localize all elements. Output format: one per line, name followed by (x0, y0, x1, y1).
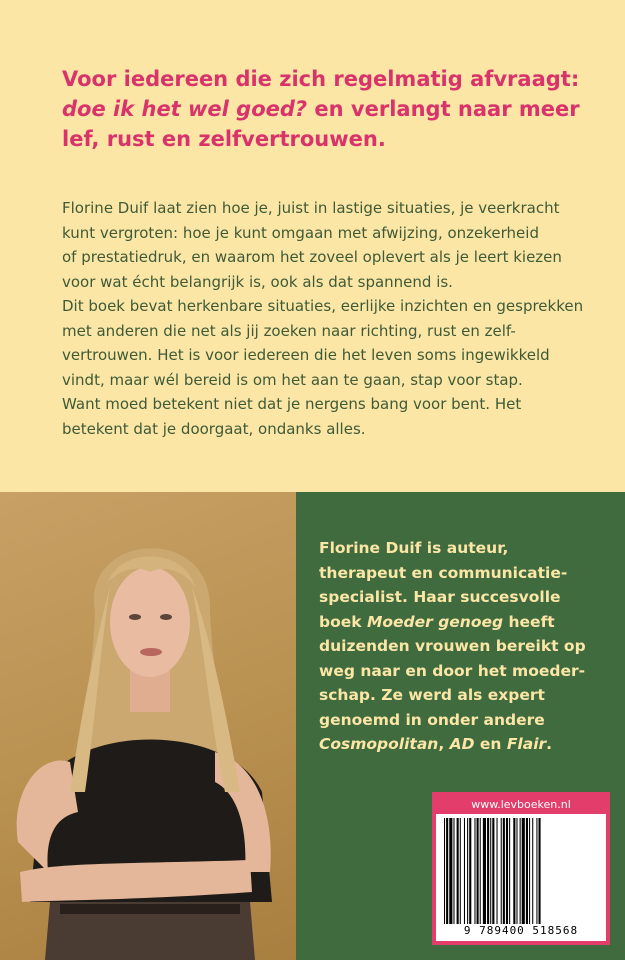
barcode-bar (520, 818, 521, 924)
barcode-bar (444, 818, 445, 924)
blurb-line: Dit boek bevat herkenbare situaties, eerlijke inzichten en gesprekken (62, 297, 584, 315)
blurb-line: vindt, maar wél bereid is om het aan te gaan, stap voor stap. (62, 370, 523, 389)
bio-text: boek (319, 612, 367, 631)
author-photo (0, 492, 296, 960)
barcode-bar (501, 818, 502, 924)
barcode-bar (522, 818, 525, 924)
barcode-bar (477, 818, 479, 924)
blurb-line: Florine Duif laat zien hoe je, juist in lastige situaties, je veerkracht (62, 199, 560, 217)
barcode-bar (460, 818, 461, 924)
bio-line: weg naar en door het moeder- (319, 661, 586, 680)
barcode (442, 818, 600, 924)
bio-line: therapeut en communicatie- (319, 563, 568, 582)
tagline-part3: lef, rust en zelfvertrouwen. (62, 127, 386, 151)
barcode-bar (516, 818, 517, 924)
blurb-line: Want moed betekent niet dat je nergens bang voor bent. Het (62, 395, 522, 413)
barcode-bar (453, 818, 454, 924)
barcode-bar (449, 818, 452, 924)
barcode-bar (513, 818, 515, 924)
media-flair: Flair (506, 735, 547, 753)
barcode-bar (487, 818, 489, 924)
tagline (62, 64, 602, 154)
barcode-bar (539, 818, 541, 924)
bio-line: duizenden vrouwen bereikt op (319, 637, 586, 655)
publisher-url: www.levboeken.nl (436, 796, 606, 814)
barcode-bar (529, 818, 530, 924)
bio-text: en (474, 735, 507, 753)
tagline-part2: en verlangt naar meer (307, 97, 580, 121)
barcode-box (432, 792, 610, 945)
barcode-bar (480, 818, 481, 924)
media-ad: AD (449, 735, 475, 753)
barcode-bar (474, 818, 475, 924)
blurb-line: kunt vergroten: hoe je kunt omgaan met afwijzing, onzekerheid (62, 223, 539, 242)
barcode-bar (532, 818, 533, 924)
barcode-bar (464, 818, 465, 924)
blurb-line: voor wat écht belangrijk is, ook als dat spannend is. (62, 272, 453, 291)
bio-line (319, 610, 619, 635)
bio-line: genoemd in onder andere (319, 710, 545, 729)
author-portrait-illustration (0, 492, 296, 960)
barcode-bar (509, 818, 510, 924)
barcode-bar (467, 818, 468, 924)
bio-line: schap. Ze werd als expert (319, 686, 545, 704)
tagline-part1: Voor iedereen die zich regelmatig afvraagt: (62, 67, 580, 91)
bio-line: Florine Duif is auteur, (319, 539, 509, 557)
barcode-bar (526, 818, 528, 924)
bio-text: . (546, 735, 553, 753)
tagline-question: doe ik het wel goed? (62, 97, 308, 121)
bio-line: specialist. Haar succesvolle (319, 588, 561, 606)
barcode-bar (469, 818, 471, 924)
barcode-bar (503, 818, 505, 924)
barcode-bar (536, 818, 537, 924)
blurb-line: met anderen die net als jij zoeken naar richting, rust en zelf- (62, 321, 516, 340)
barcode-bar (492, 818, 494, 924)
author-bio-panel (296, 492, 625, 960)
blurb-line: betekent dat je doorgaat, ondanks alles. (62, 419, 366, 438)
barcode-bar (490, 818, 491, 924)
barcode-bar (483, 818, 486, 924)
isbn-number: 9 789400 518568 (463, 924, 579, 937)
media-cosmopolitan: Cosmopolitan (319, 735, 439, 753)
bio-text: , (438, 735, 450, 753)
blurb-line: of prestatiedruk, en waarom het zoveel oplevert als je leert kiezen (62, 248, 562, 266)
barcode-bar (506, 818, 508, 924)
bio-line (319, 732, 619, 757)
barcode-bar (497, 818, 498, 924)
bio-text: heeft (503, 612, 555, 631)
blurb-line: vertrouwen. Het is voor iedereen die het leven soms ingewikkeld (62, 346, 550, 364)
book-title-moeder-genoeg: Moeder genoeg (366, 612, 504, 631)
barcode-bar (446, 818, 448, 924)
barcode-bar (457, 818, 459, 924)
blurb (62, 196, 582, 441)
author-bio (319, 536, 619, 757)
